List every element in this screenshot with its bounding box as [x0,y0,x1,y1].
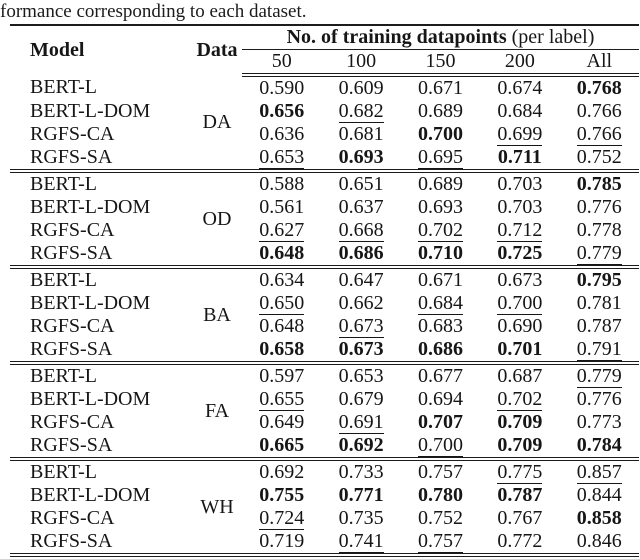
value-cell [401,267,480,292]
value-cell [480,123,559,146]
metric-value: 0.653 [259,146,305,168]
value-cell [321,171,400,196]
metric-value: 0.785 [576,173,622,195]
subcolumn-header-100: 100 [321,50,400,76]
model-name: RGFS-CA [30,315,115,337]
value-cell [480,196,559,219]
metric-value: 0.588 [259,173,305,195]
metric-value: 0.673 [497,269,543,291]
value-cell [401,315,480,338]
metric-value: 0.648 [259,242,305,264]
table-row [10,363,639,388]
metric-value: 0.701 [497,338,543,360]
model-name: RGFS-SA [30,242,113,264]
dataset-label: WH [192,459,242,555]
model-name: RGFS-SA [30,530,113,552]
value-cell [242,267,321,292]
metric-value: 0.709 [497,434,543,456]
value-cell [401,434,480,459]
value-cell [401,171,480,196]
metric-value: 0.656 [259,100,305,122]
metric-value: 0.695 [417,146,463,168]
metric-value: 0.846 [576,530,622,552]
value-cell [480,530,559,555]
value-cell [480,338,559,363]
model-name: RGFS-SA [30,434,113,456]
value-cell [480,267,559,292]
metric-value: 0.710 [417,242,463,264]
metric-value: 0.655 [259,388,305,410]
value-cell [401,363,480,388]
model-name: BERT-L [30,76,97,98]
metric-value: 0.700 [417,123,463,145]
value-cell [321,196,400,219]
value-cell [480,75,559,100]
value-cell [560,459,639,484]
metric-value: 0.858 [576,507,622,529]
metric-value: 0.651 [338,173,384,195]
value-cell [401,411,480,434]
value-cell [560,171,639,196]
metric-value: 0.689 [417,173,463,195]
value-cell [242,507,321,530]
model-name: BERT-L-DOM [30,292,151,314]
value-cell [480,292,559,315]
value-cell [321,219,400,242]
model-name: BERT-L-DOM [30,388,151,410]
value-cell [242,242,321,267]
value-cell [321,292,400,315]
value-cell [321,146,400,171]
value-cell [242,315,321,338]
metric-value: 0.681 [338,123,384,145]
value-cell [321,411,400,434]
value-cell [401,459,480,484]
value-cell [242,530,321,555]
value-cell [242,459,321,484]
dataset-label: BA [192,267,242,363]
value-cell [321,363,400,388]
metric-value: 0.650 [259,292,305,314]
value-cell [401,507,480,530]
table-row [10,171,639,196]
metric-value: 0.773 [576,411,622,433]
metric-value: 0.647 [338,269,384,291]
column-header-data: Data [196,39,238,61]
metric-value: 0.725 [497,242,543,264]
value-cell [401,100,480,123]
value-cell [321,484,400,507]
value-cell [242,171,321,196]
value-cell [560,411,639,434]
metric-value: 0.694 [417,388,463,410]
table-row [10,267,639,292]
value-cell [401,388,480,411]
results-table-body [10,75,639,555]
value-cell [242,123,321,146]
model-name: RGFS-SA [30,338,113,360]
metric-value: 0.682 [338,100,384,122]
value-cell [480,242,559,267]
value-cell [560,292,639,315]
metric-value: 0.766 [576,123,622,145]
metric-value: 0.683 [417,315,463,337]
metric-value: 0.693 [417,196,463,218]
table-row [10,459,639,484]
value-cell [242,484,321,507]
column-header-model: Model [30,39,85,61]
metric-value: 0.690 [497,315,543,337]
metric-value: 0.691 [338,411,384,433]
model-name: BERT-L [10,267,192,292]
value-cell [560,315,639,338]
metric-value: 0.668 [338,219,384,241]
subcolumn-header-200: 200 [480,50,559,76]
value-cell [480,388,559,411]
value-cell [480,459,559,484]
value-cell [560,363,639,388]
table-row [10,123,639,146]
subcolumn-header-50: 50 [242,50,321,76]
metric-value: 0.671 [417,77,463,99]
metric-value: 0.700 [497,292,543,314]
metric-value: 0.686 [338,242,384,264]
metric-value: 0.779 [576,365,622,387]
table-row [10,146,639,171]
metric-value: 0.766 [576,100,622,122]
metric-value: 0.784 [576,434,622,456]
metric-value: 0.692 [259,461,305,483]
value-cell [401,123,480,146]
metric-value: 0.561 [259,196,305,218]
metric-value: 0.752 [576,146,622,168]
metric-value: 0.689 [417,100,463,122]
metric-value: 0.636 [259,123,305,145]
metric-value: 0.755 [259,484,305,506]
metric-value: 0.712 [497,219,543,241]
table-row [10,75,639,100]
value-cell [242,411,321,434]
header-row-top [10,25,639,50]
table-row [10,388,639,411]
metric-value: 0.674 [497,77,543,99]
value-cell [560,530,639,555]
dataset-label: OD [192,171,242,267]
subcolumn-header-150: 150 [401,50,480,76]
metric-value: 0.772 [497,530,543,552]
metric-value: 0.709 [497,411,543,433]
value-cell [560,507,639,530]
value-cell [242,219,321,242]
value-cell [480,100,559,123]
metric-value: 0.649 [259,411,305,433]
value-cell [242,196,321,219]
metric-value: 0.627 [259,219,305,241]
model-name: RGFS-CA [30,411,115,433]
value-cell [401,146,480,171]
table-row [10,219,639,242]
metric-value: 0.673 [338,338,384,360]
column-group-header-normal: (per label) [506,26,595,48]
table-row [10,434,639,459]
value-cell [560,146,639,171]
metric-value: 0.735 [338,507,384,529]
metric-value: 0.662 [338,292,384,314]
metric-value: 0.787 [576,315,622,337]
metric-value: 0.693 [338,146,384,168]
metric-value: 0.700 [417,434,463,456]
metric-value: 0.733 [338,461,384,483]
metric-value: 0.686 [417,338,463,360]
value-cell [401,292,480,315]
value-cell [480,507,559,530]
value-cell [242,338,321,363]
table-row [10,100,639,123]
value-cell [321,530,400,555]
table-row [10,242,639,267]
value-cell [401,219,480,242]
value-cell [321,242,400,267]
metric-value: 0.684 [417,292,463,314]
value-cell [242,100,321,123]
value-cell [560,75,639,100]
metric-value: 0.703 [497,196,543,218]
metric-value: 0.752 [417,507,463,529]
table-row [10,484,639,507]
metric-value: 0.684 [497,100,543,122]
metric-value: 0.590 [259,77,305,99]
results-table [10,24,639,557]
table-row [10,411,639,434]
table-header [10,25,639,75]
value-cell [480,219,559,242]
column-group-header [242,25,639,50]
metric-value: 0.687 [497,365,543,387]
value-cell [401,530,480,555]
value-cell [480,171,559,196]
model-name: RGFS-CA [30,219,115,241]
metric-value: 0.776 [576,196,622,218]
value-cell [480,315,559,338]
value-cell [321,315,400,338]
value-cell [321,100,400,123]
value-cell [480,411,559,434]
value-cell [321,459,400,484]
metric-value: 0.634 [259,269,305,291]
metric-value: 0.673 [338,315,384,337]
metric-value: 0.648 [259,315,305,337]
value-cell [560,242,639,267]
metric-value: 0.775 [497,461,543,483]
metric-value: 0.787 [497,484,543,506]
metric-value: 0.671 [417,269,463,291]
value-cell [401,196,480,219]
metric-value: 0.795 [576,269,622,291]
model-name: BERT-L-DOM [30,100,151,122]
metric-value: 0.609 [338,77,384,99]
value-cell [321,75,400,100]
dataset-label: FA [192,363,242,459]
value-cell [321,434,400,459]
metric-value: 0.857 [576,461,622,483]
model-name: BERT-L [10,363,192,388]
value-cell [480,434,559,459]
metric-value: 0.597 [259,365,305,387]
value-cell [321,388,400,411]
value-cell [560,388,639,411]
metric-value: 0.741 [338,530,384,552]
metric-value: 0.719 [259,530,305,552]
value-cell [242,388,321,411]
table-row [10,338,639,363]
model-name: BERT-L [10,171,192,196]
model-name: RGFS-CA [30,123,115,145]
metric-value: 0.702 [417,219,463,241]
model-name: BERT-L [10,459,192,484]
metric-value: 0.711 [497,146,542,168]
metric-value: 0.692 [338,434,384,456]
table-row [10,292,639,315]
model-name: RGFS-CA [30,507,115,529]
value-cell [560,267,639,292]
value-cell [560,434,639,459]
value-cell [560,219,639,242]
metric-value: 0.776 [576,388,622,410]
column-group-header-bold: No. of training datapoints [286,26,507,48]
value-cell [560,100,639,123]
metric-value: 0.703 [497,173,543,195]
dataset-label: DA [202,110,232,133]
table-row [10,315,639,338]
subcolumn-header-all: All [560,50,639,76]
model-name: BERT-L-DOM [30,484,151,506]
metric-value: 0.771 [338,484,384,506]
value-cell [321,267,400,292]
table-row [10,530,639,555]
metric-value: 0.768 [576,77,622,99]
metric-value: 0.757 [417,530,463,552]
value-cell [401,484,480,507]
value-cell [480,146,559,171]
value-cell [242,146,321,171]
value-cell [401,242,480,267]
value-cell [560,338,639,363]
metric-value: 0.707 [417,411,463,433]
metric-value: 0.665 [259,434,305,456]
value-cell [401,75,480,100]
value-cell [242,75,321,100]
metric-value: 0.757 [417,461,463,483]
metric-value: 0.767 [497,507,543,529]
metric-value: 0.699 [497,123,543,145]
model-name: BERT-L-DOM [30,196,151,218]
metric-value: 0.679 [338,388,384,410]
metric-value: 0.780 [417,484,463,506]
metric-value: 0.791 [576,338,622,360]
value-cell [242,434,321,459]
value-cell [321,338,400,363]
metric-value: 0.653 [338,365,384,387]
value-cell [560,484,639,507]
metric-value: 0.658 [259,338,305,360]
value-cell [242,292,321,315]
metric-value: 0.724 [259,507,305,529]
table-row [10,196,639,219]
value-cell [560,196,639,219]
value-cell [321,507,400,530]
value-cell [242,363,321,388]
metric-value: 0.637 [338,196,384,218]
metric-value: 0.844 [576,484,622,506]
value-cell [560,123,639,146]
metric-value: 0.702 [497,388,543,410]
value-cell [321,123,400,146]
value-cell [480,484,559,507]
value-cell [401,338,480,363]
metric-value: 0.779 [576,242,622,264]
metric-value: 0.778 [576,219,622,241]
value-cell [480,363,559,388]
metric-value: 0.781 [576,292,622,314]
table-row [10,507,639,530]
model-name: RGFS-SA [30,146,113,168]
table-caption: formance corresponding to each dataset. [0,1,307,22]
metric-value: 0.677 [417,365,463,387]
